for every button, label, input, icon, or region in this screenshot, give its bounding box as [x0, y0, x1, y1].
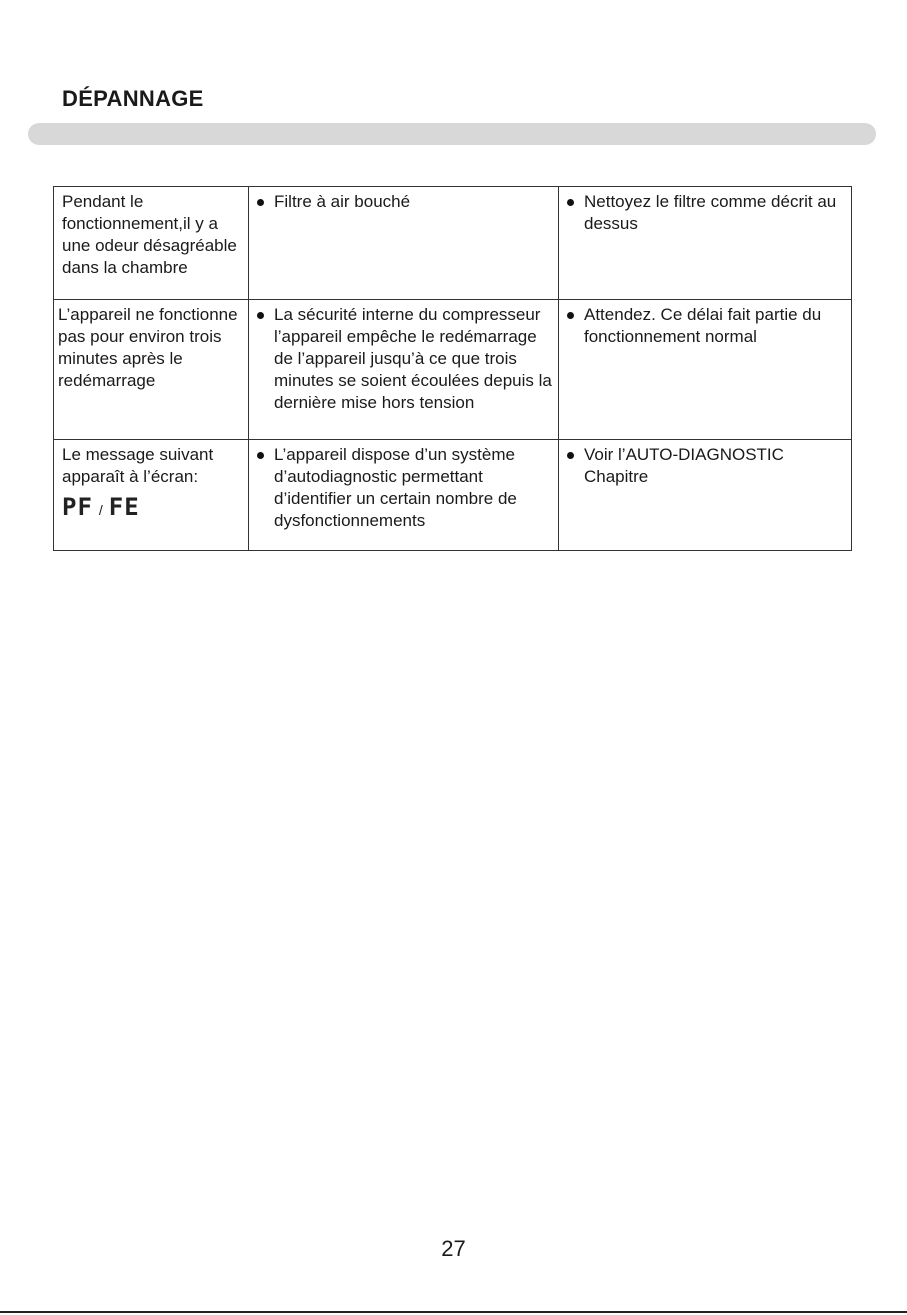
- page-number: 27: [441, 1236, 466, 1261]
- bullet-icon: [257, 199, 264, 206]
- error-code-ft: FE: [108, 493, 140, 521]
- problem-cell: [54, 440, 249, 551]
- bottom-rule: [0, 1311, 907, 1313]
- table-row: [54, 187, 852, 300]
- solution-text: Voir l’AUTO-DIAGNOSTIC Chapitre: [584, 445, 784, 486]
- table-row: [54, 440, 852, 551]
- cause-cell: [249, 187, 559, 300]
- page-title: DÉPANNAGE: [62, 86, 204, 111]
- troubleshooting-table: [53, 186, 852, 551]
- problem-cell: Pendant le fonctionnement,il y a une odeur désagréable dans la chambre: [54, 187, 249, 300]
- cause-text: La sécurité interne du compresseur l’appareil empêche le redémarrage de l’appareil jusqu’à ce que trois minutes se soient écoulées depuis la dernière mise hors tension: [274, 305, 552, 412]
- solution-cell: [559, 440, 852, 551]
- cause-text: L’appareil dispose d’un système d’autodiagnostic permettant d’identifier un certain nombre de dysfonctionnements: [274, 445, 517, 530]
- solution-text: Nettoyez le filtre comme décrit au dessus: [584, 192, 837, 233]
- bullet-icon: [567, 312, 574, 319]
- bullet-icon: [257, 452, 264, 459]
- solution-cell: [559, 187, 852, 300]
- problem-text: Le message suivant apparaît à l’écran:: [62, 445, 214, 486]
- title-underline-bar: [28, 123, 876, 145]
- cause-text: Filtre à air bouché: [274, 192, 411, 211]
- cause-cell: [249, 300, 559, 440]
- problem-cell: L’appareil ne fonctionne pas pour environ trois minutes après le redémarrage: [54, 300, 249, 440]
- cause-cell: [249, 440, 559, 551]
- bullet-icon: [567, 199, 574, 206]
- solution-text: Attendez. Ce délai fait partie du fonctionnement normal: [584, 305, 822, 346]
- code-separator: /: [98, 502, 103, 518]
- bullet-icon: [567, 452, 574, 459]
- bullet-icon: [257, 312, 264, 319]
- table-row: [54, 300, 852, 440]
- display-codes: [62, 493, 242, 521]
- error-code-pf: PF: [62, 493, 93, 521]
- solution-cell: [559, 300, 852, 440]
